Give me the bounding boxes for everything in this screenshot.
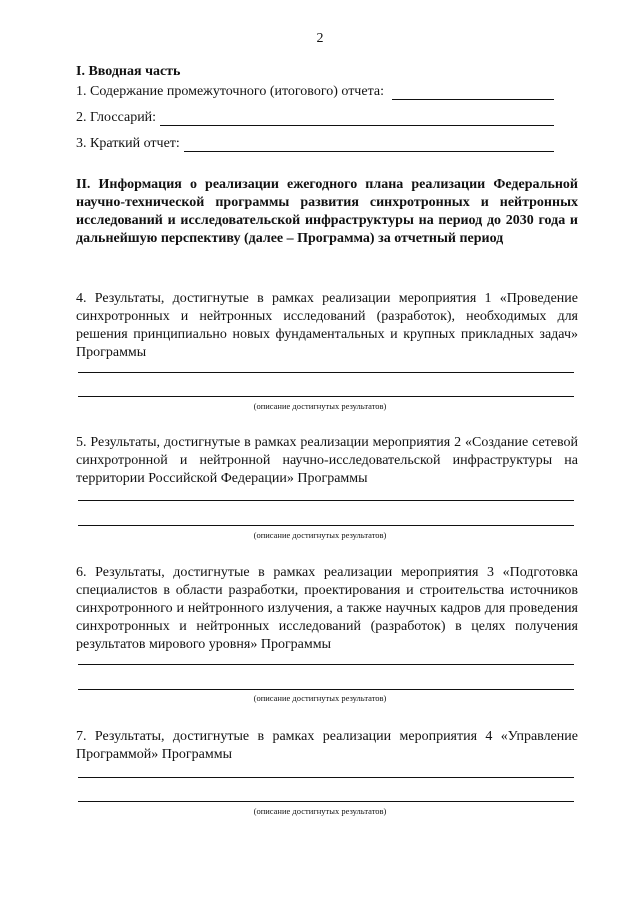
- summary-field-label: 3. Краткий отчет:: [76, 136, 180, 151]
- item-5-line-2: [78, 525, 574, 526]
- item-5-line-1: [78, 500, 574, 501]
- item-7-caption: (описание достигнутых результатов): [253, 806, 387, 816]
- glossary-field: [76, 106, 554, 126]
- page-number: 2: [316, 31, 324, 46]
- content-field: [76, 80, 554, 100]
- content-field-line: [392, 85, 554, 100]
- item-6-line-2: [78, 689, 574, 690]
- item-4-line-1: [78, 372, 574, 373]
- item-4-caption: (описание достигнутых результатов): [253, 401, 387, 411]
- summary-field: [76, 132, 554, 152]
- item-6-caption: (описание достигнутых результатов): [253, 693, 387, 703]
- glossary-field-line: [160, 111, 554, 126]
- item-7-text: 7. Результаты, достигнутые в рамках реализации мероприятия 4 «Управление Программой» Программы: [76, 729, 578, 762]
- content-field-label: 1. Содержание промежуточного (итогового) отчета:: [76, 84, 384, 99]
- section-2-title: II. Информация о реализации ежегодного плана реализации Федеральной научно-технической программы развития синхротронных и нейтронных исследований и исследовательской инфраструктуры на период до 2030 года и дальнейшую перспективу (далее – Программа) за отчетный период: [76, 177, 578, 246]
- glossary-field-label: 2. Глоссарий:: [76, 110, 157, 125]
- item-5-text: 5. Результаты, достигнутые в рамках реализации мероприятия 2 «Создание сетевой синхротронной и нейтронной научно-исследовательской инфраструктуры на территории Российской Федерации» Программы: [76, 435, 578, 486]
- item-7-line-1: [78, 777, 574, 778]
- item-7-line-2: [78, 801, 574, 802]
- item-6-text: 6. Результаты, достигнутые в рамках реализации мероприятия 3 «Подготовка специалистов в области разработки, проектирования и строительства источников синхротронного и нейтронного излучения, а также научных кадров для проведения синхротронных и нейтронных исследований (разработок) в целях получения результатов мирового уровня» Программы: [76, 565, 578, 652]
- item-6-line-1: [78, 664, 574, 665]
- summary-field-line: [184, 137, 554, 152]
- section-1-title: I. Вводная часть: [76, 64, 181, 79]
- item-4-text: 4. Результаты, достигнутые в рамках реализации мероприятия 1 «Проведение синхротронных и нейтронных исследований (разработок), необходимых для решения принципиально новых фундаментальных и крупных прикладных задач» Программы: [76, 291, 578, 360]
- item-4-line-2: [78, 396, 574, 397]
- item-5-caption: (описание достигнутых результатов): [253, 530, 387, 540]
